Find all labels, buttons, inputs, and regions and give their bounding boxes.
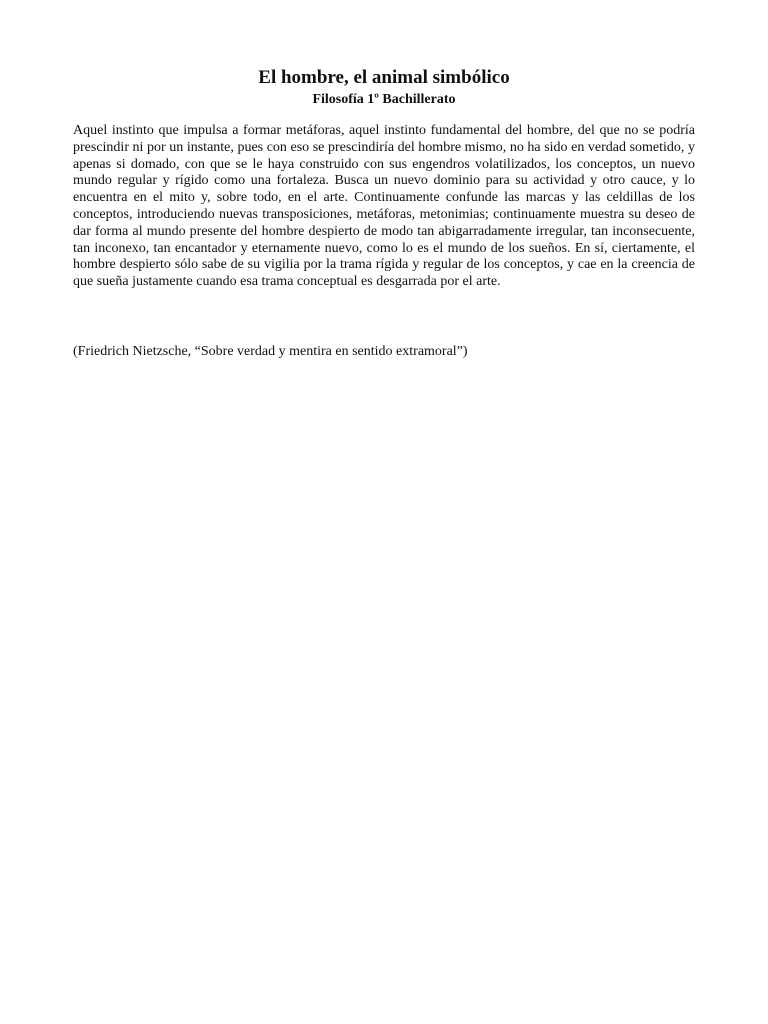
document-title: El hombre, el animal simbólico (258, 67, 510, 88)
document-subtitle: Filosofía 1º Bachillerato (312, 92, 456, 107)
body-paragraph: Aquel instinto que impulsa a formar metáforas, aquel instinto fundamental del hombre, del que no se podría prescindir ni por un instante, pues con eso se prescindiría del hombre mismo, no ha sido en verdad sometido, y apenas si domado, con que se le haya construido con sus engendros volatilizados, los conceptos, un nuevo mundo regular y rígido como una fortaleza. Busca un nuevo dominio para su actividad y otro cauce, y lo encuentra en el mito y, sobre todo, en el arte. Continuamente confunde las marcas y las celdillas de los conceptos, introduciendo nuevas transposiciones, metáforas, metonimias; continuamente muestra su deseo de dar forma al mundo presente del hombre despierto de modo tan abigarradamente irregular, tan inconsecuente, tan inconexo, tan encantador y eternamente nuevo, como lo es el mundo de los sueños. En sí, ciertamente, el hombre despierto sólo sabe de su vigilia por la trama rígida y regular de los conceptos, y cae en la creencia de que sueña justamente cuando esa trama conceptual es desgarrada por el arte. (73, 123, 695, 290)
citation: (Friedrich Nietzsche, “Sobre verdad y mentira en sentido extramoral”) (73, 344, 468, 359)
